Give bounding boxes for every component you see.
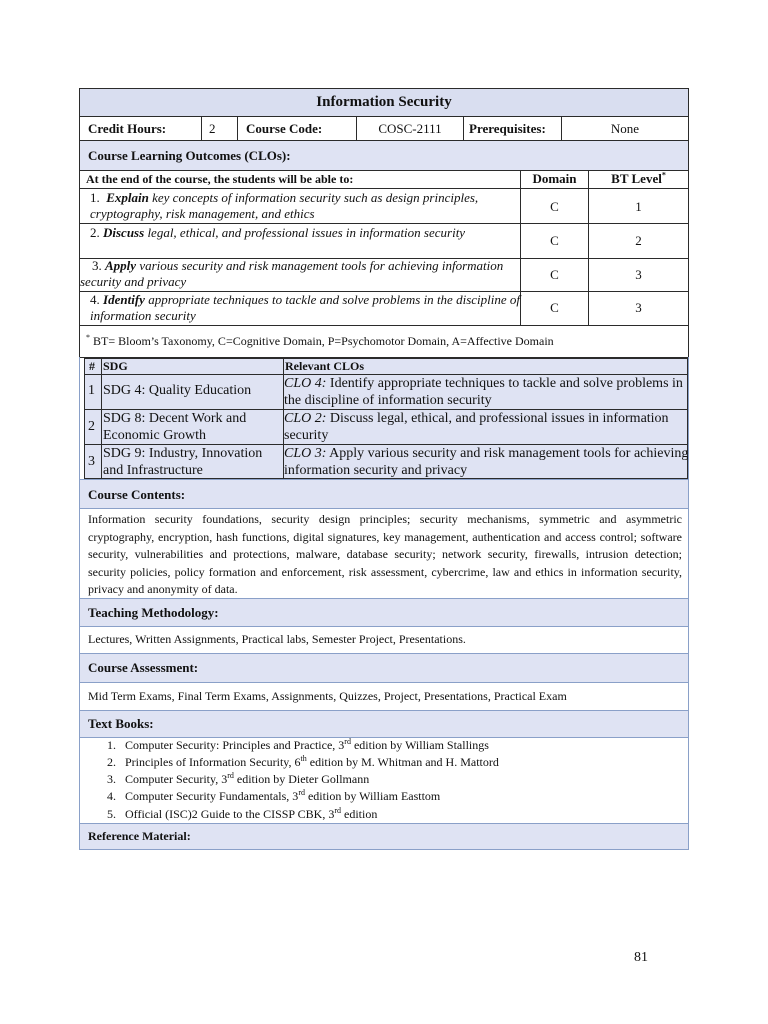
clo-item-2: 2. Discuss legal, ethical, and professional issues in information security — [90, 225, 466, 240]
course-title: Information Security — [316, 94, 452, 110]
clo-3-domain: C — [550, 267, 559, 282]
assessment-text: Mid Term Exams, Final Term Exams, Assignments, Quizzes, Project, Presentations, Practical Exam — [88, 689, 567, 703]
textbook-item-2: 2. Principles of Information Security, 6th edition by M. Whitman and H. Mattord — [107, 754, 499, 769]
sdg-row-2-num: 2 — [88, 419, 95, 434]
course-contents-text: Information security foundations, security design principles; security mechanisms, symmetric and asymmetric cryptography, encryption, hash functions, digital signatures, key management, authentication and access control; software security, vulnerabilities and protections, malware, database security; network security, firewalls, intrusion detection; security policies, policy formation and enforcement, risk assessment, cybercrime, law and ethics in information security, privacy and anonymity of data. — [88, 512, 682, 596]
reference-heading-row — [79, 823, 689, 850]
textbook-item-1: 1. Computer Security: Principles and Practice, 3rd edition by William Stallings — [107, 737, 489, 752]
methodology-heading-row — [79, 598, 689, 627]
sdg-table — [84, 358, 688, 479]
assessment-heading: Course Assessment: — [88, 660, 199, 675]
clo-table — [79, 170, 689, 326]
sdg-row-1-name: SDG 4: Quality Education — [103, 383, 252, 398]
bt-level-header: BT Level* — [611, 170, 666, 186]
sdg-row-2-name: SDG 8: Decent Work and Economic Growth — [103, 411, 247, 443]
sdg-row-2-clo: CLO 2: Discuss legal, ethical, and professional issues in information security — [284, 411, 669, 443]
clo-2-bt: 2 — [635, 233, 642, 248]
textbook-item-4: 4. Computer Security Fundamentals, 3rd edition by William Easttom — [107, 788, 441, 803]
clo-heading-row — [79, 140, 689, 171]
credit-hours-label: Credit Hours: — [88, 121, 167, 136]
clo-1-bt: 1 — [635, 199, 642, 214]
sdg-header-num: # — [89, 359, 95, 373]
clo-item-1: 1. Explain key concepts of information security such as design principles, cryptography, risk management, and ethics — [90, 190, 479, 221]
course-contents-heading: Course Contents: — [88, 487, 186, 502]
sdg-row-1-num: 1 — [88, 383, 95, 398]
domain-header: Domain — [532, 171, 577, 186]
clo-3-bt: 3 — [635, 267, 642, 282]
clo-1-domain: C — [550, 199, 559, 214]
course-code-value: COSC-2111 — [378, 121, 442, 136]
sdg-header-clos: Relevant CLOs — [285, 359, 364, 373]
course-info-row — [79, 116, 689, 141]
assessment-body — [79, 682, 689, 711]
sdg-header-sdg: SDG — [103, 359, 128, 373]
clo-intro: At the end of the course, the students will be able to: — [86, 172, 354, 186]
course-code-label: Course Code: — [246, 121, 323, 136]
clo-item-4: 4. Identify appropriate techniques to tackle and solve problems in the discipline of information security — [90, 292, 521, 323]
credit-hours-value: 2 — [209, 121, 216, 136]
prerequisites-value: None — [610, 121, 640, 136]
reference-heading: Reference Material: — [88, 829, 191, 843]
methodology-heading: Teaching Methodology: — [88, 605, 219, 620]
bt-footnote-row — [79, 325, 689, 358]
bt-footnote: * BT= Bloom’s Taxonomy, C=Cognitive Domain, P=Psychomotor Domain, A=Affective Domain — [86, 333, 554, 348]
title-row — [79, 88, 689, 117]
clo-4-domain: C — [550, 300, 559, 315]
textbooks-body — [79, 737, 689, 824]
textbooks-heading: Text Books: — [88, 716, 154, 731]
clo-4-bt: 3 — [635, 300, 642, 315]
sdg-row-3-num: 3 — [88, 454, 95, 469]
textbook-item-3: 3. Computer Security, 3rd edition by Dieter Gollmann — [107, 771, 370, 786]
textbook-item-5: 5. Official (ISC)2 Guide to the CISSP CBK, 3rd edition — [107, 806, 378, 821]
clo-heading: Course Learning Outcomes (CLOs): — [88, 148, 291, 163]
course-contents-heading-row — [79, 479, 689, 509]
textbooks-heading-row — [79, 710, 689, 738]
methodology-body — [79, 626, 689, 654]
sdg-row-1-clo: CLO 4: Identify appropriate techniques to tackle and solve problems in the discipline of information security — [284, 376, 683, 408]
sdg-row-3-clo: CLO 3: Apply various security and risk management tools for achieving information security and privacy — [284, 446, 689, 478]
clo-item-3: 3. Apply various security and risk management tools for achieving information security and privacy — [80, 258, 504, 289]
sdg-row-3-name: SDG 9: Industry, Innovation and Infrastructure — [103, 446, 263, 478]
clo-2-domain: C — [550, 233, 559, 248]
prerequisites-label: Prerequisites: — [469, 121, 546, 136]
assessment-heading-row — [79, 653, 689, 683]
methodology-text: Lectures, Written Assignments, Practical labs, Semester Project, Presentations. — [88, 632, 466, 646]
course-contents-body — [79, 508, 689, 599]
page-number: 81 — [634, 950, 648, 965]
